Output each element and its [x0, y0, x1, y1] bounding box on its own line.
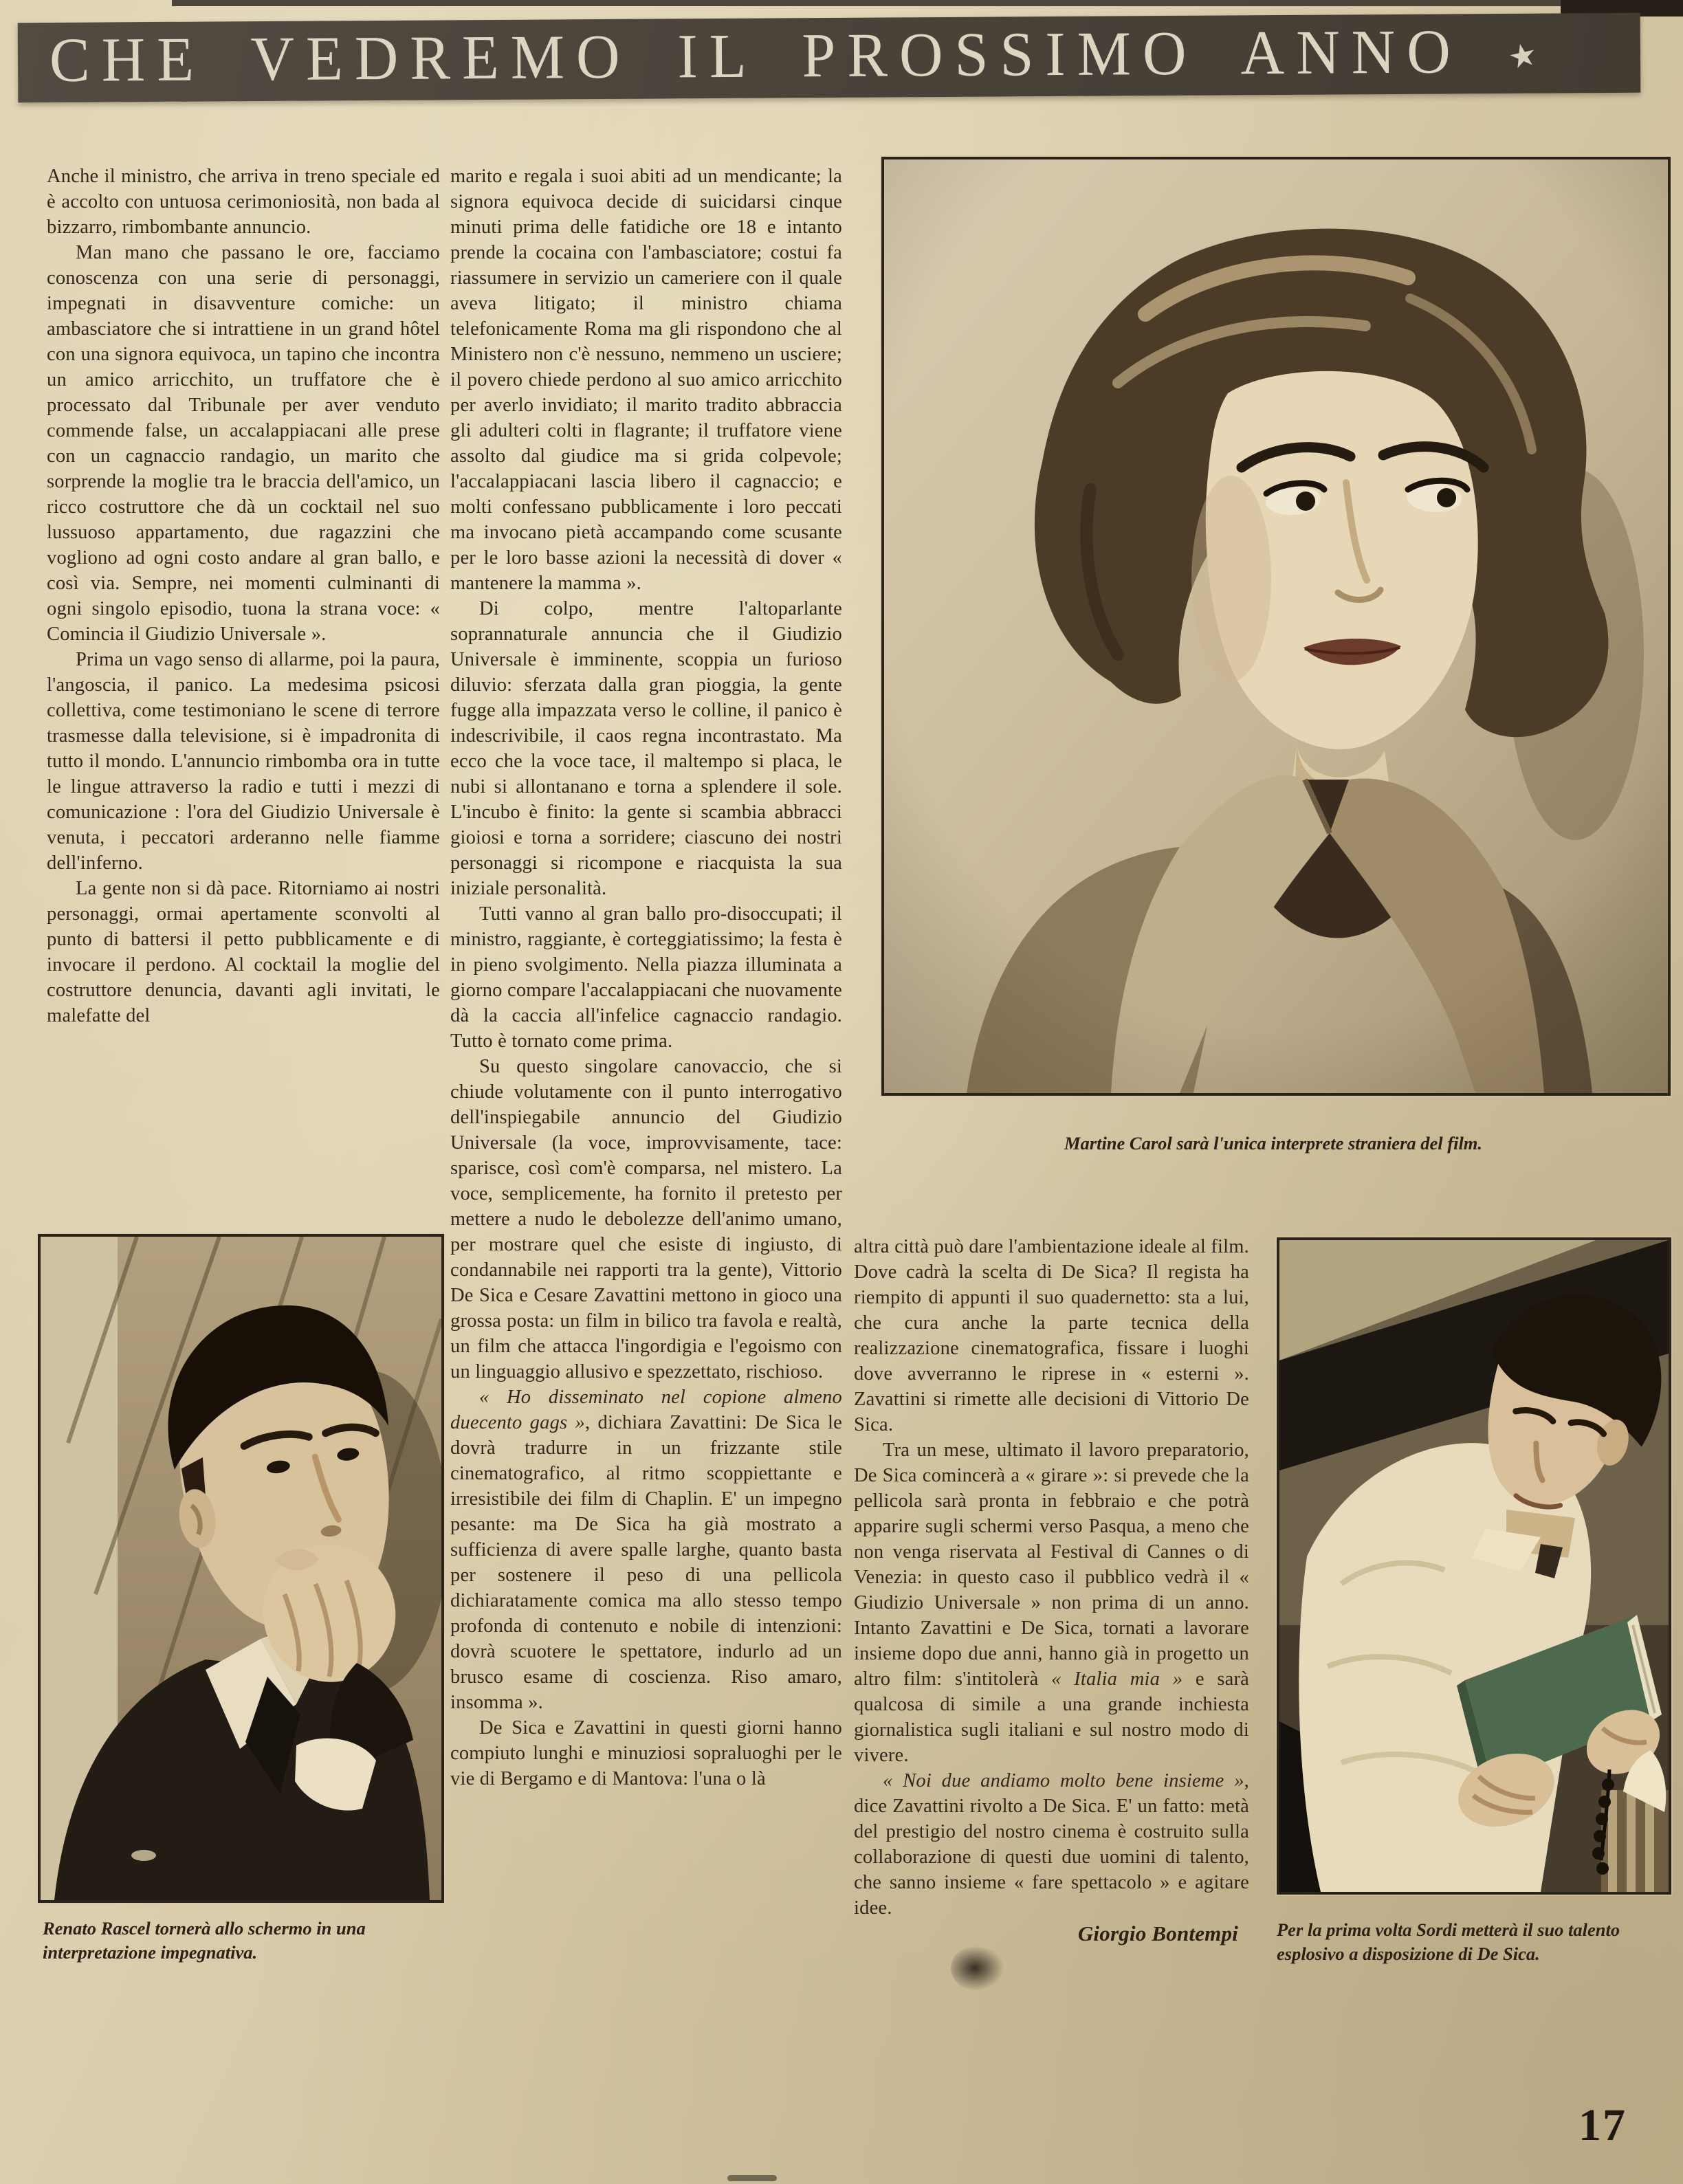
portrait-martine-carol-illustration — [884, 159, 1668, 1093]
paragraph — [854, 1437, 1249, 1768]
scan-bottom-mark — [727, 2175, 777, 2181]
paragraph-text: Tra un mese, ultimato il lavoro preparatorio, De Sica comincerà a « girare »: si prevede che la pellicola sarà pronta in febbraio e che potrà apparire sugli schermi verso Pasqua, a meno che non venga riservata al Festival di Cannes o di Venezia: in questo caso il pubblico vedrà il « Giudizio Universale » non prima di un anno. Intanto Zavattini e De Sica, tornati a lavorare insieme dopo due anni, hanno già in progetto un altro film: s'intitolerà — [854, 1440, 1249, 1690]
photo-renato-rascel — [38, 1234, 444, 1903]
photo-martine-carol — [881, 157, 1671, 1096]
quote-text: « Ho disseminato nel copione almeno duecento gags » — [450, 1387, 842, 1433]
paragraph: marito e regala i suoi abiti ad un mendicante; la signora equivoca decide di suicidarsi cinque minuti prima delle fatidiche ore 18 e intanto prende la cocaina con l'ambasciatore; costui fa riassumere in servizio un cameriere con il quale aveva litigato; il ministro chiama telefonicamente Roma ma gli rispondono che al Ministero non c'è nessuno, nemmeno un usciere; il povero chiede perdono al suo amico arricchito per averlo invidiato; il marito tradito abbraccia gli adulteri colti in flagrante; il truffatore viene assolto dal giudice ma si grida colpevole; l'accalappiacani lascia libero il cagnaccio; e molti confessano pubblicamente i loro peccati ma invocano pietà accampando come scusante per le loro basse azioni la necessità di dover « mantenere la mamma ». — [450, 166, 842, 594]
paragraph-text: e sarà qualcosa di simile a una grande inchiesta giornalistica sugli italiani e sul nostro modo di vivere. — [854, 1668, 1250, 1766]
author-byline: Giorgio Bontempi — [1077, 1921, 1238, 1945]
star-icon: ★ — [1505, 36, 1541, 76]
paragraph-quote — [450, 1385, 842, 1715]
article-column-3 — [854, 1234, 1249, 1946]
caption-martine-carol: Martine Carol sarà l'unica interprete straniera del film. — [1064, 1133, 1483, 1154]
paragraph: Anche il ministro, che arriva in treno speciale ed è accolto con untuosa cerimoniosità, non bada al bizzarro, rimbombante annuncio. — [47, 166, 440, 238]
paragraph: Tutti vanno al gran ballo pro-disoccupati; il ministro, raggiante, è corteggiatissimo; la festa è in pieno svolgimento. Nella piazza illuminata a giorno compare l'accalappiacani che nuovamente dà la caccia all'infelice cagnaccio randagio. Tutto è tornato come prima. — [450, 903, 842, 1052]
paragraph: Di colpo, mentre l'altoparlante soprannaturale annuncia che il Giudizio Universale è imminente, scoppia un furioso diluvio: sferzata dalla gran pioggia, la gente fugge alla impazzata verso le colline, il panico è indescrivibile, il caos regna incontrastato. Ma ecco che la voce tace, il maltempo si placa, le nubi si allontanano e torna a splendere il sole. L'incubo è finito: la gente si scambia abbracci gioiosi e torna a sorridere; ciascuno dei nostri personaggi si ricompone e riacquista la sua iniziale personalità. — [450, 598, 842, 899]
paragraph: altra città può dare l'ambientazione ideale al film. Dove cadrà la scelta di De Sica? Il regista ha riempito di appunti il suo quadernetto: sta a lui, che cura anche la parte tecnica della realizzazione cinematografica, fissare i luoghi dove avverranno le riprese in « esterni ». Zavattini si rimette alle decisioni di Vittorio De Sica. — [854, 1236, 1249, 1435]
page-title: CHE VEDREMO IL PROSSIMO ANNO — [49, 17, 1463, 96]
quote-rest: , dice Zavattini rivolto a De Sica. E' un fatto: metà del prestigio del nostro cinema è costruito sulla collaborazione di questi due uomini di talento, che sanno insieme « fare spettacolo » e agitare idee. — [854, 1770, 1249, 1919]
paragraph-quote — [854, 1768, 1249, 1921]
paragraph: Su questo singolare canovaccio, che si chiude volutamente con il punto interrogativo dell'inspiegabile annuncio del Giudizio Universale (la voce, improvvisamente, tace: sparisce, così com'è comparsa, nel mistero. La voce, semplicemente, ha fornito il pretesto per mettere a nudo le debolezze dell'animo umano, per mostrare quel che esiste di ingiusto, di condannabile nei rapporti tra la gente), Vittorio De Sica e Cesare Zavattini mettono in gioco una grossa posta: un film in bilico tra favola e realtà, un film che attacca l'ingordigia e l'egoismo con un linguaggio allusivo e spezzettato, rischioso. — [450, 1056, 842, 1382]
article-column-1 — [47, 164, 440, 1028]
paragraph: La gente non si dà pace. Ritorniamo ai nostri personaggi, ormai apertamente sconvolti al punto di battersi il petto pubblicamente e di invocare il perdono. Al cocktail la moglie del costruttore denuncia, davanti agli invitati, le malefatte del — [47, 878, 440, 1026]
scan-edge-artifact — [172, 0, 1683, 6]
quote-rest: , dichiara Zavattini: De Sica le dovrà tradurre in un frizzante stile cinematografico, al ritmo scoppiettante e irresistibile dei film di Chaplin. E' un impegno pesante: ma De Sica ha già mostrato a sufficienza di avere spalle larghe, quanto basta per sostenere il peso di una pellicola dichiaratamente comica ma allo stesso tempo profonda di contenuto e nobile di intenzioni: dovrà scuotere le spettatore, indurlo ad un brusco esame di coscienza. Riso amaro, insomma ». — [450, 1412, 842, 1713]
quote-text: « Noi due andiamo molto bene insieme » — [883, 1770, 1244, 1791]
portrait-renato-rascel-illustration — [41, 1237, 441, 1900]
photo-alberto-sordi — [1277, 1237, 1671, 1895]
paragraph: Prima un vago senso di allarme, poi la paura, l'angoscia, il panico. La medesima psicosi collettiva, come testimoniano le scene di terrore trasmesse dalla televisione, si è impadronita di tutto il mondo. L'annuncio rimbomba ora in tutte le lingue attraverso la radio e tutti i mezzi di comunicazione : l'ora del Giudizio Universale è venuta, i peccatori arderanno nelle fiamme dell'inferno. — [47, 649, 440, 874]
paragraph: De Sica e Zavattini in questi giorni hanno compiuto lunghi e minuziosi sopraluoghi per le vie di Bergamo e di Mantova: l'una o là — [450, 1717, 842, 1789]
caption-alberto-sordi: Per la prima volta Sordi metterà il suo talento esplosivo a disposizione di De Sica. — [1277, 1919, 1620, 1964]
page-number: 17 — [1578, 2100, 1627, 2150]
caption-renato-rascel: Renato Rascel tornerà allo schermo in una interpretazione impegnativa. — [43, 1918, 366, 1963]
portrait-alberto-sordi-illustration — [1279, 1240, 1669, 1892]
film-title: « Italia mia » — [1051, 1668, 1183, 1690]
ink-smudge — [951, 1945, 1004, 1991]
article-column-2 — [450, 164, 842, 1791]
paragraph: Man mano che passano le ore, facciamo conoscenza con una serie di personaggi, impegnati in disavventure comiche: un ambasciatore che si intrattiene in un grand hôtel con una signora equivoca, un tapino che incontra un amico arricchito, un truffatore che è processato dal Tribunale per aver venduto commende false, un accalappiacani alle prese con un cagnaccio randagio, un marito che sorprende la moglie tra le braccia dell'amico, un ricco costruttore che dà un cocktail nel suo lussuoso appartamento, due ragazzini che vogliono ad ogni costo andare al gran ballo, e così via. Sempre, nei momenti culminanti di ogni singolo episodio, tuona la strana voce: « Comincia il Giudizio Universale ». — [47, 242, 440, 645]
header-banner — [18, 13, 1641, 102]
